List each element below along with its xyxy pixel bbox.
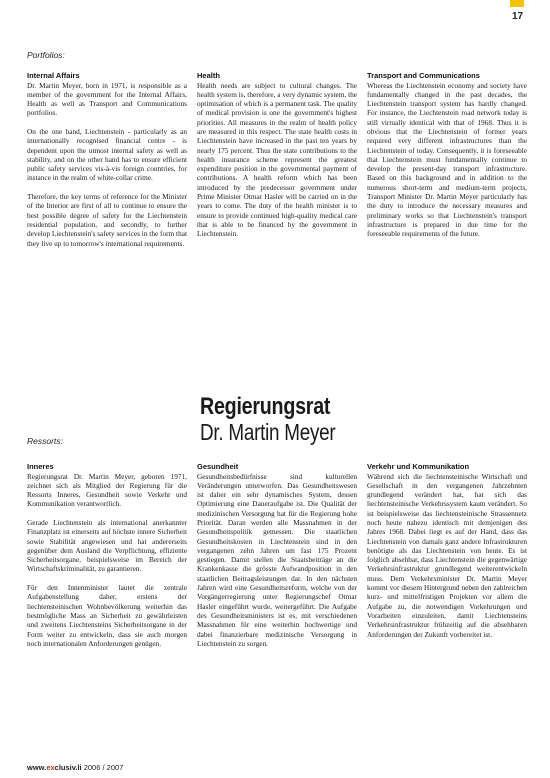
portfolios-label: Portfolios:	[27, 50, 65, 60]
portfolio-column-health	[197, 71, 357, 248]
footer	[27, 763, 123, 772]
ressort-column-gesundheit	[197, 462, 357, 657]
column-heading: Internal Affairs	[27, 71, 80, 80]
footer-issue: 2006 / 2007	[83, 763, 124, 772]
column-heading: Verkehr und Kommunikation	[367, 462, 470, 471]
column-heading: Gesundheit	[197, 462, 239, 471]
page-title: Regierungsrat	[200, 393, 331, 420]
body-paragraph: Therefore, the key terms of reference for the Minister of the Interior are first of all to continue to ensure the best possible degree of safety for the Liechtenstein residential population, and secondly, to further develop Liechtenstein's safety services in the form that they live up to tomorrow's international requirements.	[27, 192, 187, 248]
body-paragraph: Gesundheitsbedürfnisse sind kulturellen Veränderungen unterworfen. Das Gesundheitswesen ist daher ein sehr dynamisches System, dessen Optimierung eine Daueraufgabe ist. Die Qualität der medizinischen Versorgung hat für die Regierung hohe Priorität. Daran werden alle Massnahmen in der Gesundheitspolitik gemessen. Die staatlichen Gesundheitskosten in Liechtenstein sind in den vergangenen zehn Jahren um fast 175 Prozent gestiegen. Damit stellen die Staatsbeiträge an die Krankenkasse die grösste Aufwandposition in den staatlichen Beitragsleistungen dar. In den nächsten Jahren wird eine Gesundheitsreform, welche von der Vorgängerregierung unter Regierungschef Otmar Hasler eingeführt wurde, weitergeführt. Die Aufgabe des Gesundheitsministers ist es, mit verschiedenen Massnahmen für eine weiterhin hochwertige und dabei finanzierbare medizinische Versorgung in Liechtenstein zu sorgen.	[197, 471, 357, 648]
ressorts-label: Ressorts:	[27, 436, 63, 446]
page-number: 17	[512, 11, 524, 22]
footer-website[interactable]: www.exclusiv.li	[27, 763, 82, 772]
body-paragraph: On the one hand, Liechtenstein - particularly as an internationally recognised financial centre - is dependent upon the utmost internal safety as well as stability, and on the other hand has to ensure efficient public safety services vis-à-vis foreign countries, for instance in the realm of white-collar crime.	[27, 126, 187, 183]
body-paragraph: Gerade Liechtenstein als international anerkannter Finanzplatz ist einerseits auf höchste innere Sicherheit sowie Stabilität angewiesen und hat andererseits gegenüber dem Ausland die Verpflichtung, effiziente Sicherheitsorgane, beispielsweise im Bereich der Wirtschaftskriminalität, zu garantieren.	[27, 517, 187, 574]
page-marker-bar	[510, 0, 524, 7]
body-paragraph: Regierungsrat Dr. Martin Meyer, geboren 1971, zeichnet sich als Mitglied der Regierung für die Ressorts Inneres, Gesundheit sowie Verkehr und Kommunikation verantwortlich.	[27, 471, 187, 509]
ressort-column-inneres	[27, 462, 187, 657]
body-paragraph: Für den Innenminister lautet die zentrale Aufgabenstellung daher, erstens der liechtensteinischen Wohnbevölkerung weiterhin das bestmögliche Mass an Sicherheit zu gewährleisten und zweitens Liechtensteins Sicherheitsorgane in der Form weiter zu entwickeln, dass sie auch morgen noch internationalen Anforderungen genügen.	[27, 583, 187, 648]
page-title-block	[200, 394, 365, 445]
column-heading: Inneres	[27, 462, 54, 471]
portfolio-column-transport	[367, 71, 527, 248]
body-paragraph: Whereas the Liechtenstein economy and society have fundamentally changed in the past decades, the Liechtenstein transport system has hardly changed. For instance, the Liechtenstein road network today is still virtually identical with that of 1968. Thus it is obvious that the Liechtenstein of former years required very different infrastructures than the Liechtenstein of today. Consequently, it is foreseeable that Liechtenstein must fundamentally continue to develop the present-day transport infrastructure. Based on this background and in addition to the numerous short-term and medium-term projects, Transport Minister Dr. Martin Meyer particularly has the duty to introduce the necessary measures and preliminary works so that Liechtenstein's transport infrastructure is prepared in due time for the foreseeable requirements of the future.	[367, 80, 527, 239]
ressort-column-verkehr	[367, 462, 527, 648]
column-heading: Health	[197, 71, 220, 80]
column-heading: Transport and Communications	[367, 71, 480, 80]
body-paragraph: Health needs are subject to cultural changes. The health system is, therefore, a very dynamic system, the optimisation of which is a permanent task. The quality of medical provision is one the government's highest priorities. All measures in the realm of health policy are measured in this respect. The state health costs in Liechtenstein have increased in the past ten years by nearly 175 percent. Thus the state contributions to the health insurance scheme represent the greatest expenditure position in the governmental payment of contributions. A health reform which has been introduced by the predecessor government under Prime Minister Otmar Hasler will be carried on in the years to come. The duty of the health minister is to ensure to provide continued high-quality medical care that is able to be financed by the government in Liechtenstein.	[197, 80, 357, 239]
body-paragraph: Dr. Martin Meyer, born in 1971, is responsible as a member of the government for the Internal Affairs, Health as well as Transport and Communications portfolios.	[27, 80, 187, 118]
body-paragraph: Während sich die liechtensteinische Wirtschaft und Gesellschaft in den vergangenen Jahrzehnten grundlegend verändert hat, hat sich das liechtensteinische Verkehrssystem kaum verändert. So ist beispielsweise das liechtensteinische Strassennetz noch heute nahezu identisch mit demjenigen des Jahres 1968. Dabei liegt es auf der Hand, dass das Liechtenstein von damals ganz andere Infrastrukturen benötigte als das Liechtenstein von heute. Es ist folglich absehbar, dass Liechtenstein die gegenwärtige Verkehrsinfrastruktur grundlegend weiterentwickeln muss. Dem Verkehrsminister Dr. Martin Meyer kommt vor diesem Hintergrund neben den zahlreichen kurz- und mittelfristigen Projekten vor allem die Aufgabe zu, die notwendigen Vorkehrungen und Vorarbeiten einzuleiten, damit Liechtensteins Verkehrsinfrastruktur frühzeitig auf die absehbaren Anforderungen der Zukunft vorbereitet ist.	[367, 471, 527, 639]
page-subtitle: Dr. Martin Meyer	[200, 419, 336, 445]
portfolio-column-internal-affairs	[27, 71, 187, 257]
